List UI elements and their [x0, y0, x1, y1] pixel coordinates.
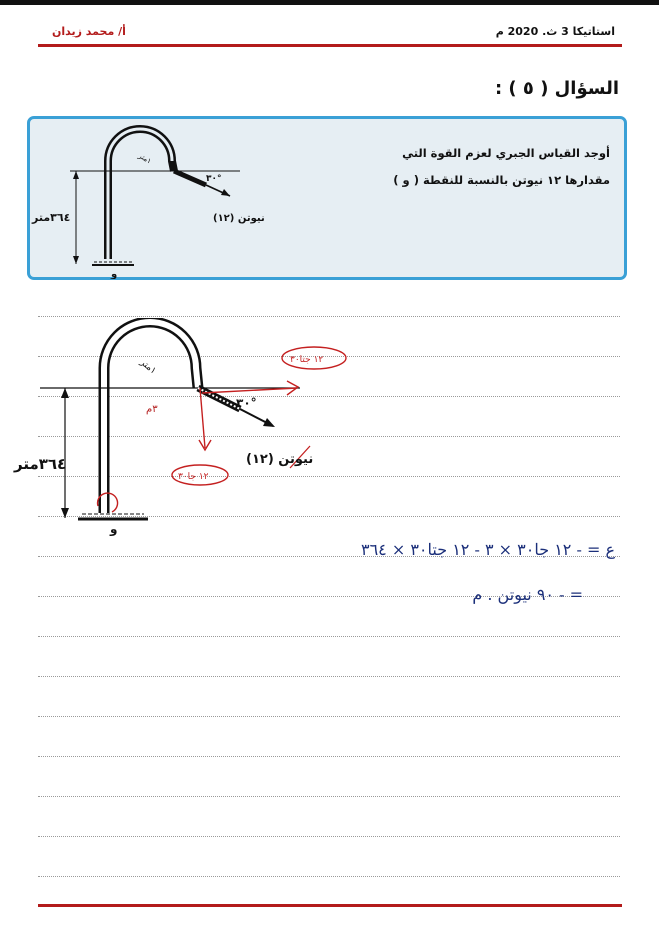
course-label: استاتيكا 3 ث. 2020 م	[495, 25, 615, 38]
large-radius-label: ١متر	[138, 357, 158, 377]
small-force-label: (١٢) نيوتن	[213, 213, 265, 224]
large-base-width-label: ٣م	[146, 404, 158, 415]
question-box	[27, 116, 627, 280]
large-figure	[0, 318, 360, 548]
small-figure	[30, 119, 290, 279]
small-point-label: و	[111, 269, 118, 279]
question-title: السؤال ( ٥ ) :	[494, 78, 619, 99]
top-border	[0, 0, 659, 5]
question-line-2: مقدارها ١٢ نيوتن بالنسبة للنقطة ( و )	[393, 173, 610, 187]
solution-line-2: = - ٩٠ نيوتن . م	[472, 585, 583, 604]
large-force-label: (١٢) نيوتن	[246, 452, 314, 467]
small-angle-label: ٣٠°	[206, 174, 222, 184]
question-line-1: أوجد القياس الجبري لعزم القوة التي	[402, 146, 610, 160]
small-radius-label: ١متر	[137, 151, 153, 166]
component-vertical-label: ١٢ جا٣٠	[178, 472, 209, 482]
large-angle-label: ٣٠°	[236, 396, 257, 410]
solution-line-1: ع = - ١٢ جا٣٠ × ٣ - ١٢ جتا٣٠ × ٣٦٤	[360, 540, 615, 559]
component-horizontal-label: ١٢ جتا٣٠	[290, 355, 324, 365]
large-height-label: ٣٦٤متر	[14, 455, 67, 473]
footer-divider	[38, 904, 622, 907]
large-point-label: و	[110, 522, 118, 536]
small-height-label: ٣٦٤متر	[32, 211, 71, 224]
header-divider	[38, 44, 622, 47]
author-label: أ/ محمد زيدان	[52, 25, 126, 38]
